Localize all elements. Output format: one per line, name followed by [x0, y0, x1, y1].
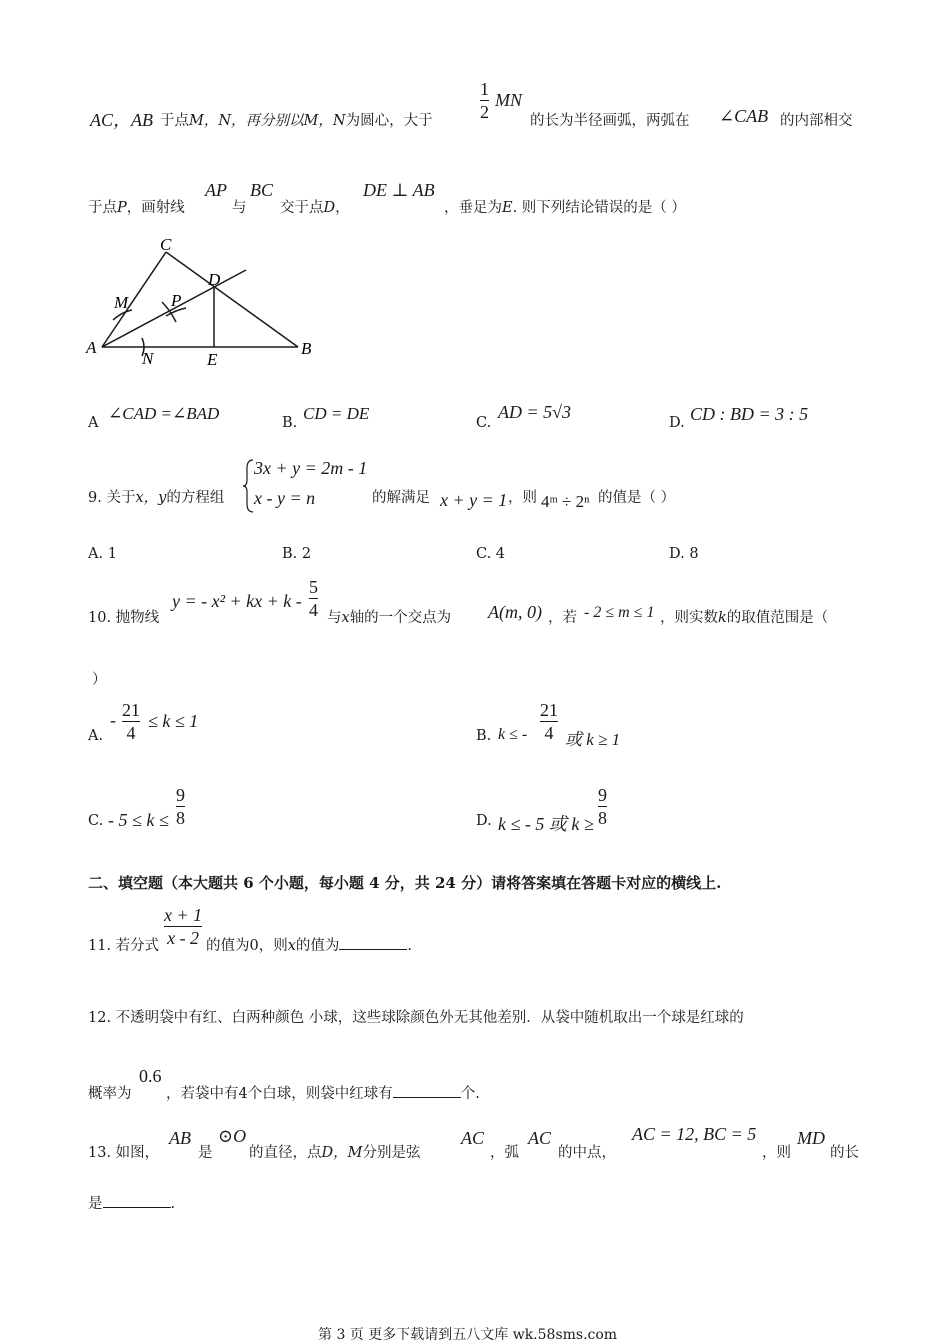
q13-arc: ，弧 [490, 1145, 519, 1161]
q10-if: ，若 [548, 610, 577, 626]
q13-mid: 的直径，点D，M分别是弦 [249, 1145, 421, 1161]
q9-eq1: 3x + y = 2m - 1 [254, 458, 368, 478]
label-d: D [208, 270, 221, 289]
q9-condition: x + y = 1 [440, 490, 508, 510]
q8-with: 与 [232, 200, 247, 216]
q13-chord-ac: AC [461, 1128, 485, 1148]
q8-text-arc: 的长为半径画弧，两弧在 [530, 113, 690, 129]
label-a: A [86, 338, 97, 357]
q8-text: 于点M，N，再分别以M，N为圆心，大于 [160, 113, 433, 129]
q8-option-a-label: A [88, 415, 99, 431]
q9-option-a: A. 1 [88, 546, 117, 562]
q10-option-a-fraction: 21 4 [122, 700, 140, 743]
q8-bc: BC [250, 180, 274, 200]
q13-midpoint: 的中点， [558, 1145, 616, 1161]
q8-option-a: ∠CAD =∠BAD [108, 404, 220, 423]
q13-prefix: 13. 如图， [88, 1145, 160, 1161]
q8-mn: MN [495, 90, 522, 110]
q8-intersect: 交于点D， [280, 200, 350, 216]
q9-expression: 4ᵐ ÷ 2ⁿ [541, 492, 590, 511]
q8-angle-cab: ∠CAB [719, 106, 769, 126]
q9-option-d: D. 8 [669, 546, 699, 562]
q10-range: - 2 ≤ m ≤ 1 [584, 604, 655, 621]
q10-prefix: 10. 抛物线 [88, 610, 160, 626]
q13-line2: 是 . [88, 1196, 176, 1212]
q10-option-b-post: 或 k ≥ 1 [565, 730, 621, 749]
q10-mid: 与x轴的一个交点为 [327, 610, 452, 626]
q13-answer-blank[interactable] [103, 1206, 171, 1208]
q10-option-a-minus: - [110, 710, 116, 730]
q9-then: ，则 [508, 490, 537, 506]
q8-option-b-label: B. [282, 415, 298, 431]
q8-triangle-figure [80, 230, 330, 370]
q10-option-a-label: A. [88, 728, 104, 744]
label-m: M [114, 293, 129, 312]
q10-option-b-fraction: 21 4 [540, 700, 558, 743]
q10-point: A(m, 0) [488, 602, 542, 622]
q13-tail: 的长 [830, 1145, 859, 1161]
q13-ab: AB [169, 1128, 191, 1148]
label-p: P [171, 291, 182, 310]
q8-de-perp-ab: DE ⊥ AB [363, 180, 435, 200]
q8-ray-ap: AP [205, 180, 227, 200]
q13-arc-ac: AC [528, 1128, 552, 1148]
q9-option-b: B. 2 [282, 546, 312, 562]
q10-function: y = - x² + kx + k - [172, 591, 302, 611]
q8-option-c: AD = 5√3 [498, 402, 572, 422]
q13-md: MD [797, 1128, 825, 1148]
label-e: E [207, 350, 218, 369]
q10-option-b-pre: k ≤ - [498, 726, 528, 743]
q8-line2: 于点P，画射线 [88, 200, 185, 216]
q10-option-d-pre: k ≤ - 5 或 k ≥ [498, 814, 594, 834]
q10-option-d-label: D. [476, 813, 492, 829]
q13-is: 是 [198, 1145, 213, 1161]
q10-option-c-label: C. [88, 813, 104, 829]
q9-prefix: 9. 关于x，y的方程组 [88, 490, 225, 506]
label-c: C [160, 235, 172, 254]
q8-option-d: CD : BD = 3 : 5 [690, 404, 809, 424]
q9-after: 的解满足 [372, 490, 430, 506]
q11-answer-blank[interactable] [339, 948, 407, 950]
side-bc [166, 252, 298, 347]
q10-option-c-pre: - 5 ≤ k ≤ [108, 810, 169, 830]
section-2-heading: 二、填空题（本大题共 6 个小题，每小题 4 分，共 24 分）请将答案填在答题卡对应的横线上. [88, 874, 722, 892]
q12-line2-b: ，若袋中有4个白球，则袋中红球有 个. [166, 1086, 480, 1102]
q10-option-c-fraction: 9 8 [176, 785, 185, 828]
q10-option-d-fraction: 9 8 [598, 785, 607, 828]
q12-line2-a: 概率为 [88, 1086, 132, 1102]
q12-answer-blank[interactable] [393, 1096, 461, 1098]
q10-option-b-label: B. [476, 728, 492, 744]
q11-prefix: 11. 若分式 [88, 938, 160, 954]
q8-foot: ，垂足为E. 则下列结论错误的是（ ） [444, 200, 686, 216]
label-b: B [301, 339, 312, 358]
q9-tail: 的值是（ ） [598, 490, 676, 506]
q10-option-a-ineq: ≤ k ≤ 1 [148, 711, 199, 731]
page-footer: 第 3 页 更多下载请到五八文库 wk.58sms.com [318, 1327, 618, 1343]
q12-line1: 12. 不透明袋中有红、白两种颜色 小球，这些球除颜色外无其他差别．从袋中随机取出一个球是红球的 [88, 1010, 744, 1026]
q8-option-d-label: D. [669, 415, 685, 431]
q11-text: 的值为0，则x的值为 . [206, 938, 413, 954]
q8-option-b: CD = DE [303, 404, 370, 423]
q9-eq2: x - y = n [254, 488, 316, 508]
q8-half-fraction: 1 2 [480, 79, 489, 122]
q8-ac-ab: AC，AB [90, 110, 153, 130]
label-n: N [142, 349, 154, 368]
q12-probability: 0.6 [139, 1066, 162, 1086]
q10-fraction-5-4: 5 4 [309, 577, 318, 620]
q8-text-end: 的内部相交 [780, 113, 853, 129]
q11-fraction: x + 1 x - 2 [164, 905, 203, 948]
q10-tail: ，则实数k的取值范围是（ [660, 610, 829, 626]
q10-close: ） [92, 672, 107, 688]
q13-given: AC = 12, BC = 5 [632, 1124, 757, 1144]
q13-then: ，则 [762, 1145, 791, 1161]
q9-option-c: C. 4 [476, 546, 506, 562]
side-ac [102, 252, 166, 347]
q13-circle-o: ⊙O [218, 1126, 247, 1146]
q8-option-c-label: C. [476, 415, 492, 431]
